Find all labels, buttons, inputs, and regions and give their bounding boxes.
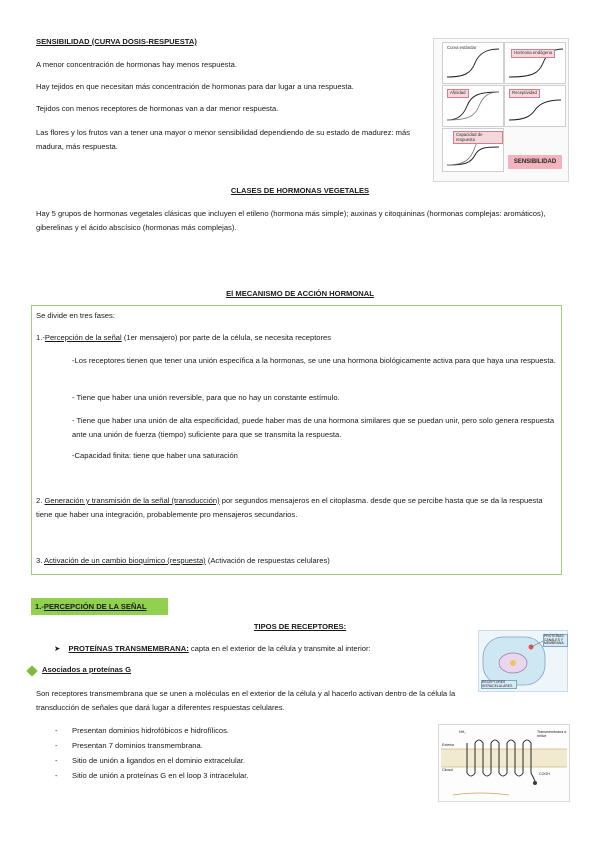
fase1-line (36, 333, 556, 343)
fase2-rest: por segundos mensajeros en el citoplasma. desde que se percibe hasta que se da la respuesta tiene que haber una integración, probablemente pro mensajeros secundarios. (36, 496, 543, 520)
mecanismo-intro: Se divide en tres fases: (36, 311, 115, 320)
gpcr-label: Citosol (442, 768, 453, 772)
bullet-dash: - (55, 756, 58, 765)
cell-receptors-figure (478, 630, 568, 692)
asociados-heading: Asociados a proteínas G (42, 665, 132, 674)
gpcr-label: NH₂ (459, 730, 466, 734)
diamond-icon (26, 665, 37, 676)
gpcr-label: Exterior (442, 743, 455, 747)
mecanismo-heading: El MECANISMO DE ACCIÓN HORMONAL (226, 289, 374, 298)
asociados-bullet: Presentan 7 dominios transmembrana. (72, 741, 203, 750)
dose-panel-standard (442, 42, 504, 84)
percepcion-section-bar (31, 598, 168, 615)
sensibilidad-paragraph: A menor concentración de hormonas hay menos respuesta. (36, 60, 237, 69)
fase3-line (36, 556, 558, 566)
sensibilidad-heading: SENSIBILIDAD (CURVA DOSIS-RESPUESTA) (36, 37, 197, 46)
fase1-prefix: 1.- (36, 333, 45, 342)
panel-label: Receptividad (509, 89, 540, 98)
fase2-line (36, 494, 558, 523)
asociados-bullet: Sitio de unión a proteínas G en el loop 3 intracelular. (72, 771, 249, 780)
fase1-item: - Tiene que haber una unión de alta especificidad, puede haber mas de una hormona similares que se puedan unir, pero solo genera respuesta ante una unión de fuerza (tiempo) suficiente para que se transmita la respuesta. (72, 416, 555, 440)
proteinas-rest: capta en el exterior de la célula y transmite al interior: (188, 644, 371, 653)
fase1-title: Percepción de la señal (44, 333, 122, 342)
percepcion-title: PERCEPCIÓN DE LA SEÑAL (43, 602, 147, 611)
clases-heading: CLASES DE HORMONAS VEGETALES (230, 186, 370, 195)
fase1-rest: (1er mensajero) por parte de la célula, se necesita receptores (121, 333, 332, 342)
cell-label: PROTEÍNAS CANALES Y MEMBRANA (543, 634, 568, 647)
dose-panel-endogenous (504, 42, 566, 84)
fase1-item: -Los receptores tienen que tener una unión específica a la hormonas, se une una hormona biológicamente activa para que haya una respuesta. (72, 356, 556, 365)
sensibilidad-badge: SENSIBILIDAD (508, 155, 562, 169)
fase3-rest: (Activación de respuestas celulares) (205, 556, 330, 565)
fase2-title: Generación y transmisión de la señal (transducción) (44, 496, 220, 505)
panel-label: Hormona endógena (511, 49, 555, 58)
panel-label: Curva estándar (447, 45, 477, 50)
proteinas-label: PROTEÍNAS TRANSMEMBRANA: (68, 644, 189, 653)
panel-label: Afinidad (447, 89, 469, 98)
sensibilidad-paragraph: Tejidos con menos receptores de hormonas van a dar menor respuesta. (36, 104, 279, 113)
gpcr-label: COOH (539, 772, 550, 776)
dose-response-figure (433, 38, 569, 182)
clases-paragraph: Hay 5 grupos de hormonas vegetales clásicas que incluyen el etileno (hormona más simple); auxinas y citoquininas (hormonas complejas: aromáticos), giberelinas y el ácido abscísico (hormonas más complejas). (36, 209, 546, 233)
dose-panel-capacity (442, 128, 504, 172)
fase1-item: -Capacidad finita: tiene que haber una saturación (72, 451, 238, 460)
fase1-item: - Tiene que haber una unión reversible, para que no hay un constante estímulo. (72, 393, 340, 402)
asociados-bullet: Presentan dominios hidrofóbicos e hidrofílicos. (72, 726, 230, 735)
sensibilidad-paragraph: Hay tejidos en que necesitan más concentración de hormonas para dar lugar a una respuesta. (36, 82, 354, 91)
gpcr-label: Transmembrana α hélice (537, 730, 567, 738)
panel-label: Capacidad de respuesta (453, 131, 503, 144)
bullet-dash: - (55, 741, 58, 750)
arrow-bullet-icon: ➤ (54, 644, 61, 653)
fase3-title: Activación de un cambio bioquímico (respuesta) (44, 556, 206, 565)
dose-panel-receptivity (504, 85, 566, 127)
percepcion-prefix: 1.- (35, 602, 44, 611)
cell-label: RECEPTORES INTRACELULARES (481, 680, 517, 689)
fase2-prefix: 2. (36, 496, 45, 505)
bullet-dash: - (55, 771, 58, 780)
gpcr-figure (438, 724, 570, 802)
asociados-paragraph: Son receptores transmembrana que se unen a moléculas en el exterior de la célula y al hacerlo activan dentro de la célula la transducción de señales que dará lugar a diferentes respuestas celulares. (36, 689, 456, 713)
dose-panel-affinity (442, 85, 504, 127)
asociados-bullet: Sitio de unión a ligandos en el dominio extracelular. (72, 756, 246, 765)
proteinas-line (54, 644, 474, 654)
bullet-dash: - (55, 726, 58, 735)
sensibilidad-paragraph: Las flores y los frutos van a tener una mayor o menor sensibilidad dependiendo de su estado de madurez: más madura, más respuesta. (36, 128, 410, 152)
tipos-heading: TIPOS DE RECEPTORES: (253, 622, 347, 631)
fase3-prefix: 3. (36, 556, 45, 565)
